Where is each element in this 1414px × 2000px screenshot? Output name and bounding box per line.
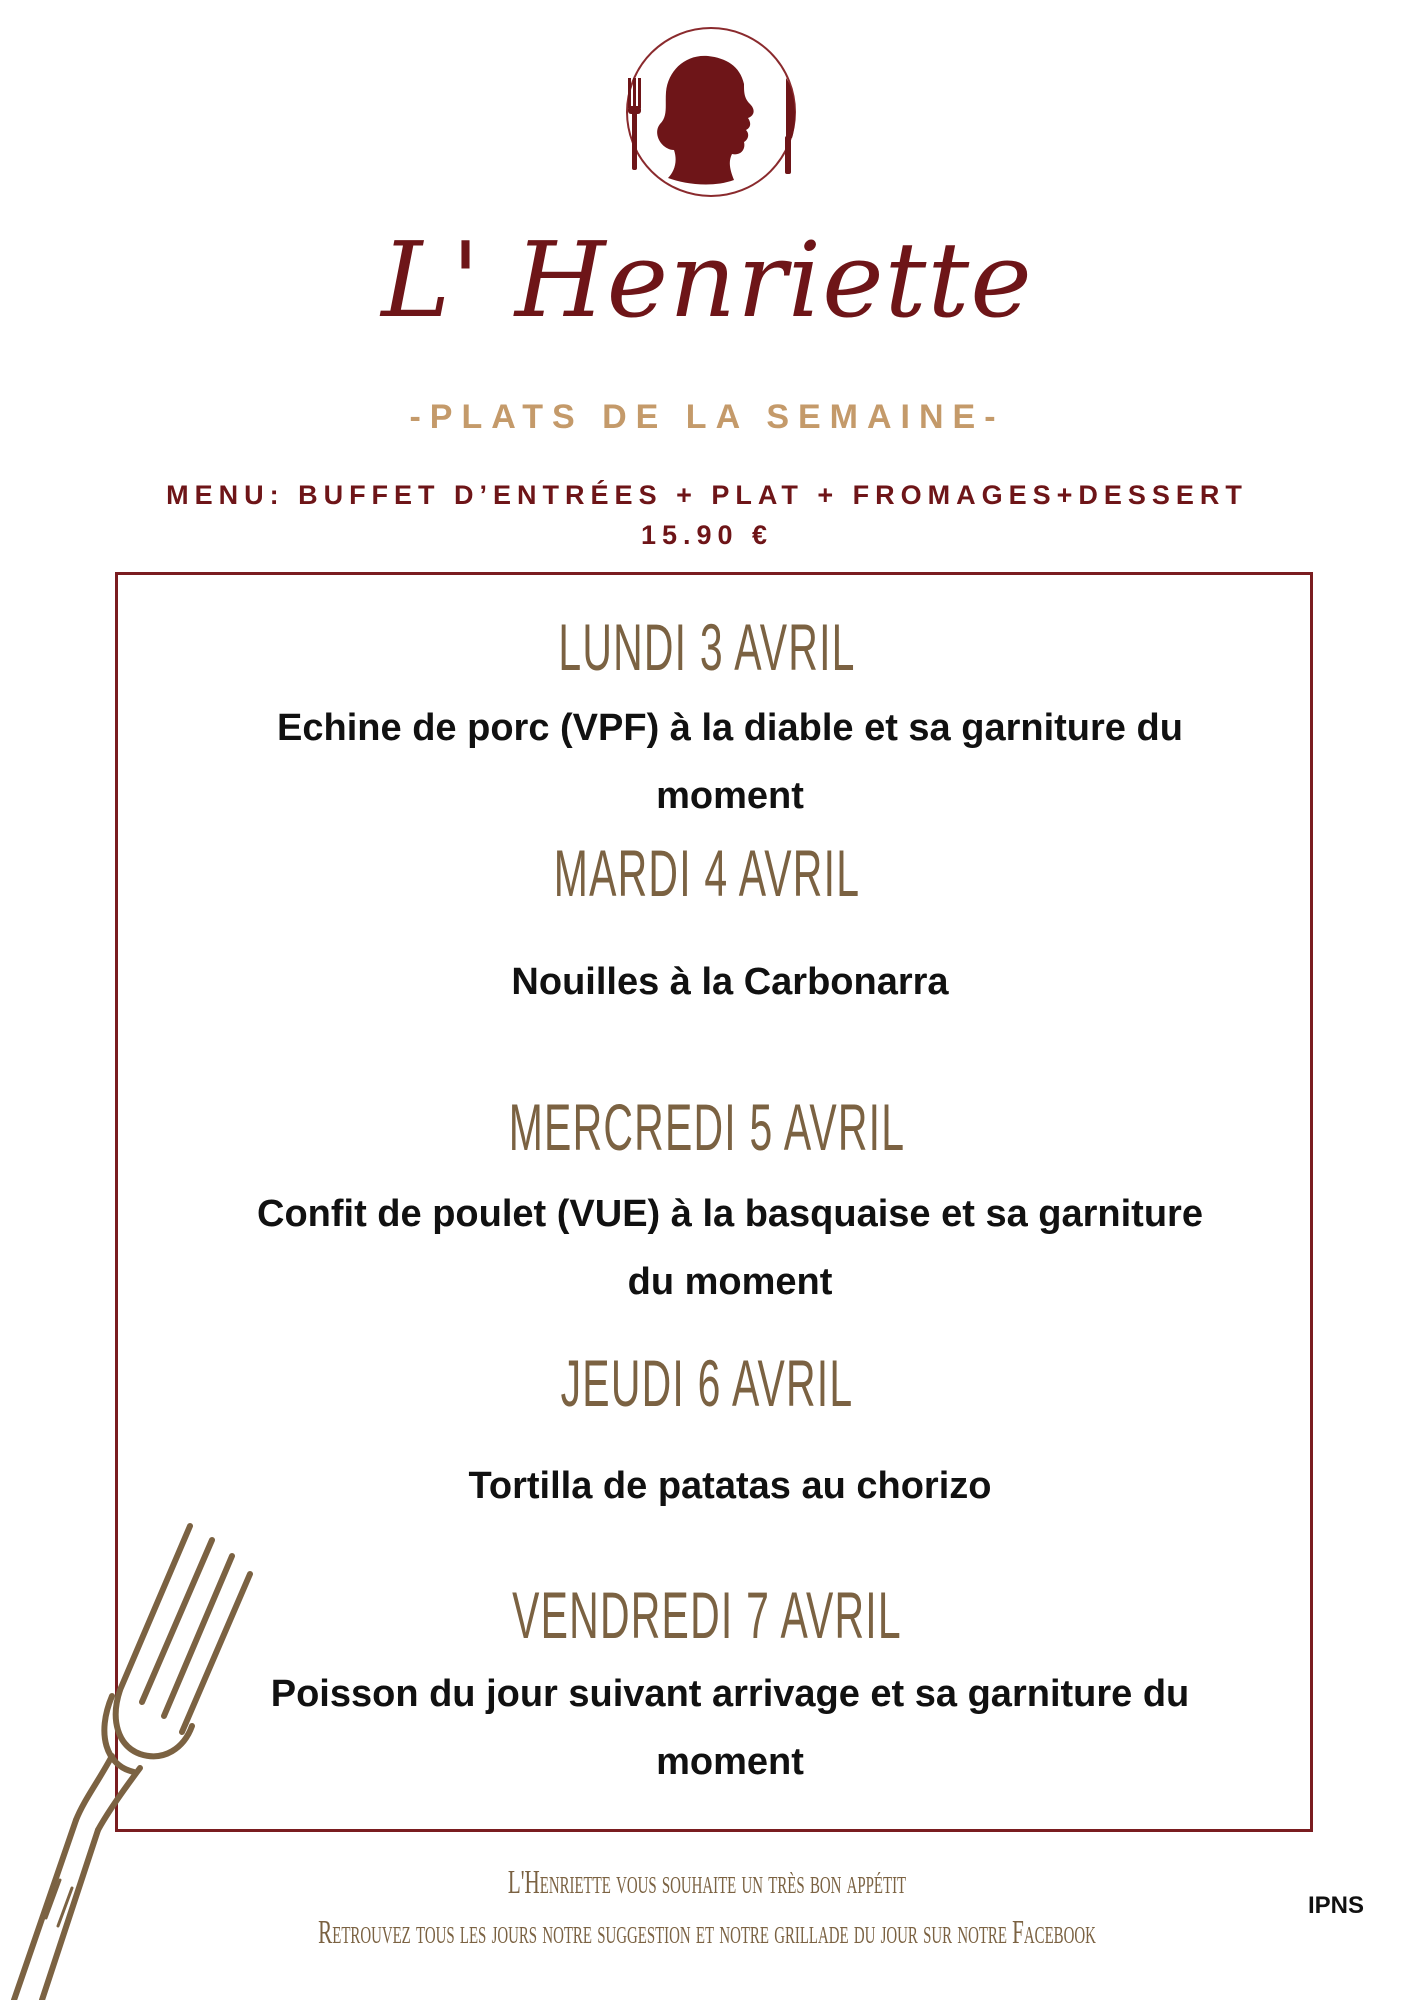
day-title-wednesday: MERCREDI 5 AVRIL	[508, 1090, 906, 1164]
dish-tuesday-line1: Nouilles à la Carbonarra	[511, 961, 949, 1003]
restaurant-name: L' Henriette	[381, 219, 1033, 341]
ipns-label: IPNS	[1307, 1892, 1364, 1919]
footer-greeting: L'Henriette vous souhaite un très bon appétit	[507, 1864, 907, 1901]
dish-monday-line2: moment	[656, 775, 804, 817]
dish-monday-line1: Echine de porc (VPF) à la diable et sa garniture du	[277, 707, 1183, 749]
fork-illustration-icon	[0, 1520, 280, 2000]
menu-price: 15.90 €	[640, 520, 774, 550]
page-subtitle: -PLATS DE LA SEMAINE-	[409, 398, 1005, 436]
dish-wednesday-line1: Confit de poulet (VUE) à la basquaise et sa garniture	[257, 1193, 1203, 1235]
dish-thursday-line1: Tortilla de patatas au chorizo	[468, 1465, 992, 1507]
dish-friday-line2: moment	[656, 1741, 804, 1783]
woman-silhouette-icon	[657, 56, 753, 185]
day-title-monday: LUNDI 3 AVRIL	[558, 610, 856, 684]
day-title-tuesday: MARDI 4 AVRIL	[553, 836, 861, 910]
day-title-friday: VENDREDI 7 AVRIL	[512, 1578, 902, 1652]
footer-facebook-note: Retrouvez tous les jours notre suggestion et notre grillade du jour sur notre Facebook	[318, 1914, 1096, 1951]
dish-friday	[180, 1660, 1280, 1796]
dish-friday-line1: Poisson du jour suivant arrivage et sa garniture du	[270, 1673, 1190, 1715]
dish-wednesday	[180, 1180, 1280, 1316]
restaurant-logo	[616, 12, 806, 212]
dish-tuesday	[180, 948, 1280, 1016]
menu-formula: MENU: BUFFET D’ENTRÉES + PLAT + FROMAGES+DESSERT	[166, 480, 1248, 510]
day-title-thursday: JEUDI 6 AVRIL	[560, 1346, 854, 1420]
dish-wednesday-line2: du moment	[627, 1261, 833, 1303]
dish-thursday	[180, 1452, 1280, 1520]
dish-monday	[180, 694, 1280, 830]
